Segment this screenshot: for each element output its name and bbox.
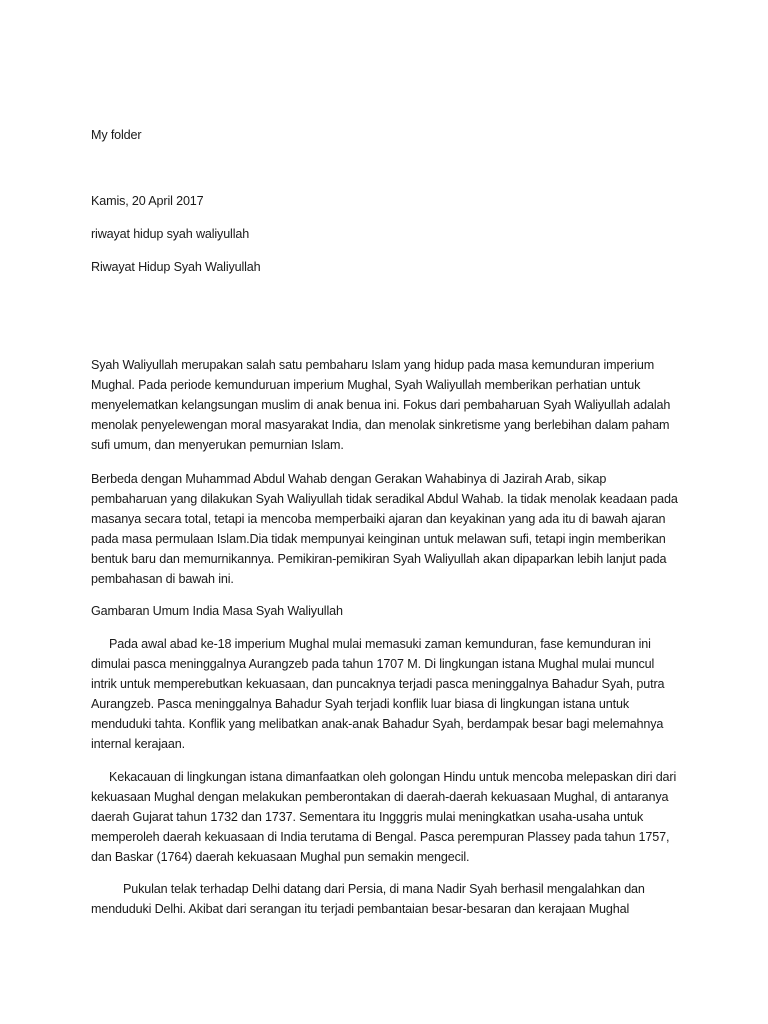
paragraph-text: Berbeda dengan Muhammad Abdul Wahab dengan Gerakan Wahabinya di Jazirah Arab, sikap pembaharuan yang dilakukan Syah Waliyullah tidak seradikal Abdul Wahab. Ia tidak menolak keadaan pada masanya secara total, tetapi ia mencoba memperbaiki ajaran dan keyakinan yang ada itu di bawah ajaran pada masa permulaan Islam.Dia tidak mempunyai keinginan untuk melawan sufi, tetapi ingin memberikan bentuk baru dan memurnikannya. Pemikiran-pemikiran Syah Waliyullah akan dipaparkan lebih lanjut pada pembahasan di bawah ini. <box>91 472 678 586</box>
paragraph-intro <box>91 355 681 455</box>
post-date: Kamis, 20 April 2017 <box>91 194 204 208</box>
section-heading: Gambaran Umum India Masa Syah Waliyullah <box>91 604 343 618</box>
document-title: Riwayat Hidup Syah Waliyullah <box>91 260 261 274</box>
paragraph-decline <box>91 634 681 754</box>
folder-label: My folder <box>91 128 142 142</box>
paragraph-text: Pukulan telak terhadap Delhi datang dari Persia, di mana Nadir Syah berhasil mengalahkan dan menduduki Delhi. Akibat dari serangan itu terjadi pembantaian besar-besaran dan kerajaan Mughal <box>91 882 645 916</box>
paragraph-rebellion <box>91 767 681 867</box>
paragraph-persia <box>91 879 681 919</box>
post-subtitle: riwayat hidup syah waliyullah <box>91 227 250 241</box>
paragraph-text: Pada awal abad ke-18 imperium Mughal mulai memasuki zaman kemunduran, fase kemunduran ini dimulai pasca meninggalnya Aurangzeb pada tahun 1707 M. Di lingkungan istana Mughal mulai muncul intrik untuk memperebutkan kekuasaan, dan puncaknya terjadi pasca meninggalnya Bahadur Syah, putra Aurangzeb. Pasca meninggalnya Bahadur Syah terjadi konflik luar biasa di lingkungan istana untuk menduduki tahta. Konflik yang melibatkan anak-anak Bahadur Syah, berdampak besar bagi melemahnya internal kerajaan. <box>91 637 665 751</box>
paragraph-text: Syah Waliyullah merupakan salah satu pembaharu Islam yang hidup pada masa kemunduran imperium Mughal. Pada periode kemunduruan imperium Mughal, Syah Waliyullah memberikan perhatian untuk menyelematkan kelangsungan muslim di anak benua ini. Fokus dari pembaharuan Syah Waliyullah adalah menolak penyelewengan moral masyarakat India, dan menolak sinkretisme yang berlebihan dalam paham sufi umum, dan menyerukan pemurnian Islam. <box>91 358 671 452</box>
paragraph-comparison <box>91 469 681 589</box>
paragraph-text: Kekacauan di lingkungan istana dimanfaatkan oleh golongan Hindu untuk mencoba melepaskan diri dari kekuasaan Mughal dengan melakukan pemberontakan di daerah-daerah kekuasaan Mughal, di antaranya daerah Gujarat tahun 1732 dan 1737. Sementara itu Ingggris mulai meningkatkan usaha-usaha untuk memperoleh daerah kekuasaan di India terutama di Bengal. Pasca perempuran Plassey pada tahun 1757, dan Baskar (1764) daerah kekuasaan Mughal pun semakin mengecil. <box>91 770 677 864</box>
